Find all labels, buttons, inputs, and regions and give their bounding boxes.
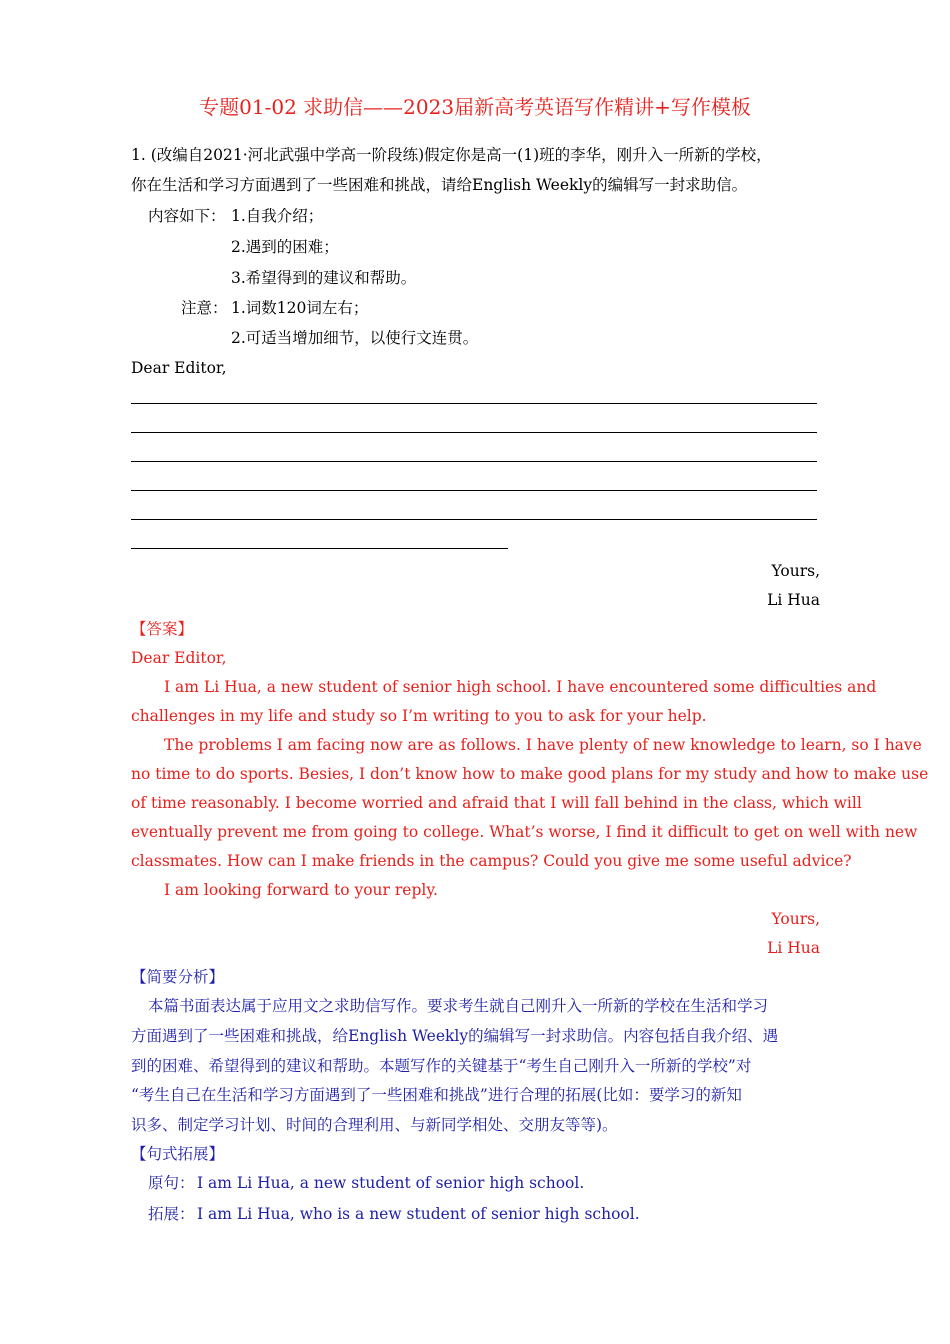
writing-line [131, 548, 508, 549]
question-closing: Yours, [771, 562, 820, 580]
question-signature: Li Hua [767, 591, 820, 609]
page-title: 专题01-02 求助信——2023届新高考英语写作精讲+写作模板 [199, 95, 751, 119]
writing-line [131, 403, 817, 404]
content-item-3: 3.希望得到的建议和帮助。 [231, 269, 417, 287]
answer-line: The problems I am facing now are as follows. I have plenty of new knowledge to learn, so I have [164, 736, 922, 754]
question-line-1: 1. (改编自2021·河北武强中学高一阶段练)假定你是高一(1)班的李华，刚升入一所新的学校， [131, 146, 772, 164]
writing-line [131, 461, 817, 462]
answer-line: no time to do sports. Besies, I don’t know how to make good plans for my study and how to make use [131, 765, 929, 783]
analysis-line: 方面遇到了一些困难和挑战，给English Weekly的编辑写一封求助信。内容包括自我介绍、遇 [131, 1027, 779, 1045]
expanded-sentence: I am Li Hua, who is a new student of senior high school. [197, 1205, 640, 1223]
analysis-line: “考生自己在生活和学习方面遇到了一些困难和挑战”进行合理的拓展(比如：要学习的新知 [131, 1086, 742, 1104]
answer-line: classmates. How can I make friends in the campus? Could you give me some useful advice? [131, 852, 852, 870]
analysis-line: 识多、制定学习计划、时间的合理利用、与新同学相处、交朋友等等)。 [131, 1116, 618, 1134]
answer-closing: Yours, [771, 910, 820, 928]
answer-line: I am Li Hua, a new student of senior high school. I have encountered some difficulties and [164, 678, 877, 696]
content-item-1: 1.自我介绍； [231, 207, 324, 225]
answer-line: eventually prevent me from going to college. What’s worse, I find it difficult to get on well with new [131, 823, 918, 841]
answer-line: of time reasonably. I become worried and afraid that I will fall behind in the class, which will [131, 794, 862, 812]
question-greeting: Dear Editor, [131, 359, 227, 377]
analysis-line: 本篇书面表达属于应用文之求助信写作。要求考生就自己刚升入一所新的学校在生活和学习 [148, 997, 769, 1015]
content-item-2: 2.遇到的困难； [231, 238, 339, 256]
original-label: 原句： [148, 1174, 195, 1192]
notes-item-1: 1.词数120词左右； [231, 299, 369, 317]
notes-label: 注意： [181, 299, 228, 317]
expansion-heading: 【句式拓展】 [131, 1145, 225, 1163]
answer-line: I am looking forward to your reply. [164, 881, 438, 899]
original-sentence: I am Li Hua, a new student of senior high school. [197, 1174, 585, 1192]
question-line-2: 你在生活和学习方面遇到了一些困难和挑战，请给English Weekly的编辑写一封求助信。 [131, 176, 748, 194]
analysis-heading: 【简要分析】 [131, 968, 225, 986]
writing-line [131, 490, 817, 491]
writing-line [131, 519, 817, 520]
answer-heading: 【答案】 [131, 620, 194, 638]
writing-line [131, 432, 817, 433]
content-label: 内容如下： [148, 207, 226, 225]
expanded-label: 拓展： [148, 1205, 195, 1223]
answer-signature: Li Hua [767, 939, 820, 957]
notes-item-2: 2.可适当增加细节，以使行文连贯。 [231, 329, 479, 347]
answer-greeting: Dear Editor, [131, 649, 227, 667]
analysis-line: 到的困难、希望得到的建议和帮助。本题写作的关键基于“考生自己刚升入一所新的学校”对 [131, 1057, 752, 1075]
answer-line: challenges in my life and study so I’m writing to you to ask for your help. [131, 707, 707, 725]
